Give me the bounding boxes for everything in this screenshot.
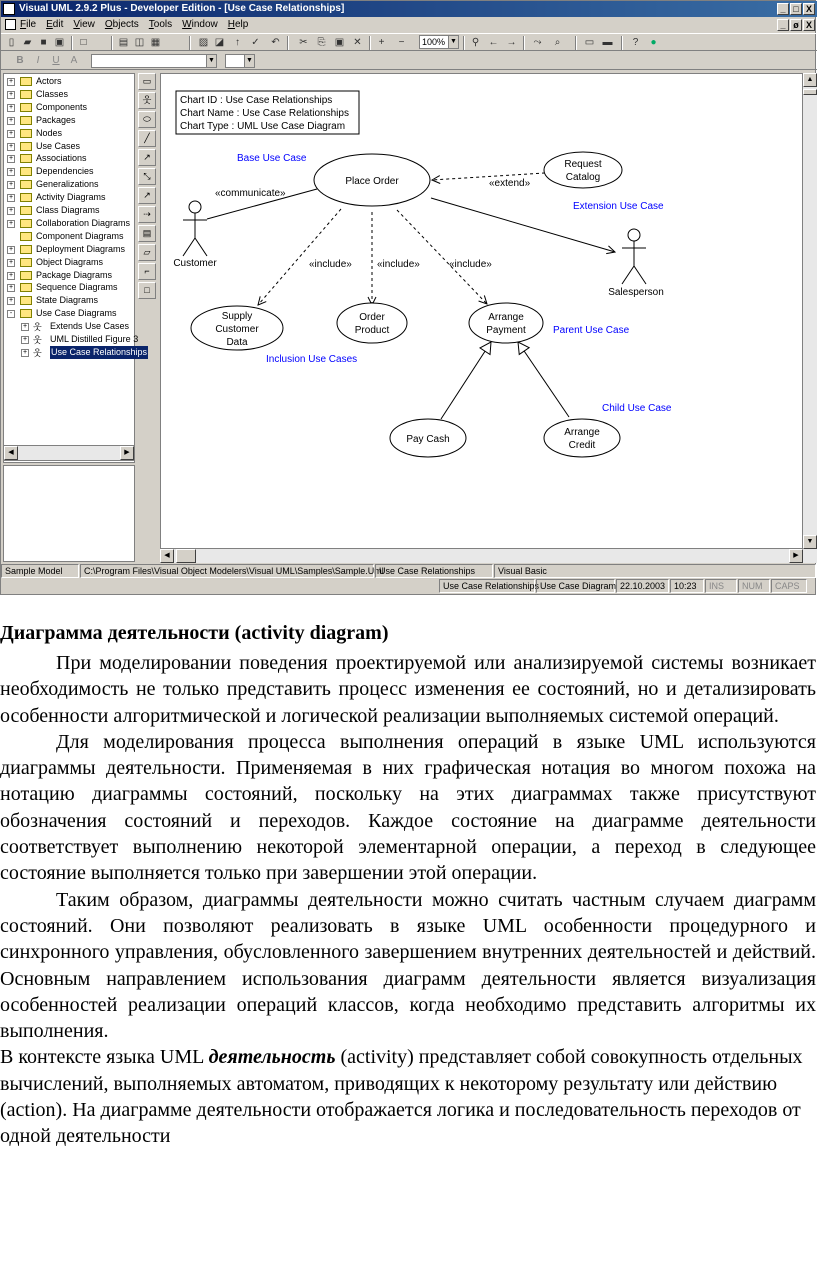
underline-icon[interactable]: U [52,55,60,66]
find-icon[interactable]: ⚲ [471,37,480,48]
label-arrange-payment-2: Payment [486,325,526,336]
label-arrange-payment-1: Arrange [488,312,524,323]
expand-icon[interactable]: + [8,155,14,163]
menu-help[interactable]: Help [227,19,249,30]
bold-icon[interactable]: B [16,55,24,66]
delete-icon[interactable]: ✕ [353,37,362,48]
search-icon[interactable]: ⌕ [554,37,561,48]
status-language: Visual Basic [494,564,816,578]
folder-icon [20,154,32,163]
arrange-credit-generalization[interactable] [518,342,569,417]
section-heading: Диаграмма деятельности (activity diagram) [0,622,389,644]
expand-icon[interactable]: + [8,181,14,189]
label-request-catalog-2: Catalog [565,172,601,183]
actor-salesperson-label: Salesperson [608,287,664,298]
tree-item-label: Generalizations [36,179,99,190]
note-child-use-case: Child Use Case [602,403,672,414]
folder-icon [20,180,32,189]
pay-cash-generalization[interactable] [441,342,491,419]
folder-icon [20,258,32,267]
tree-item-label: State Diagrams [36,295,99,306]
tree-item-label: Package Diagrams [36,269,113,280]
expand-icon[interactable]: + [8,245,14,253]
expand-icon[interactable]: + [8,271,14,279]
folder-icon [20,77,32,86]
font-size-combo[interactable] [225,54,255,68]
expand-icon[interactable]: + [8,219,14,227]
rectangle-tool-icon[interactable]: □ [138,282,156,299]
label-order-product-2: Product [354,325,390,336]
tree-item-label: Use Case Relationships [51,346,148,357]
status-bar-info [1,579,817,594]
paste-icon[interactable]: ▣ [334,37,345,48]
use-case-arrange-credit[interactable] [544,419,620,457]
zoom-in-icon[interactable]: + [378,37,385,48]
menu-view[interactable]: View [73,19,95,30]
tree-item-label: Extends Use Cases [50,321,130,332]
expand-icon[interactable]: + [8,207,14,214]
chevron-down-icon[interactable]: ▼ [448,36,458,48]
expand-icon[interactable]: + [22,336,28,343]
expand-icon[interactable]: + [8,103,14,111]
window-title: Visual UML 2.9.2 Plus - Developer Edition - [Use Case Relationships] [19,3,345,14]
expand-icon[interactable]: + [22,323,28,331]
use-case-arrange-payment[interactable] [469,303,543,343]
properties-icon[interactable]: ▨ [198,37,209,48]
window-icon[interactable]: ▬ [602,37,613,48]
canvas-vertical-scrollbar[interactable] [803,73,817,549]
menu-edit[interactable]: Edit [46,19,64,30]
status-chart-type: Use Case Diagram [536,579,615,593]
stereotype-include-2: «include» [377,259,420,270]
folder-icon [20,129,32,138]
chart-info-box [176,91,359,134]
new-diagram-icon[interactable]: □ [80,37,87,48]
link-icon[interactable]: ⤳ [533,37,542,48]
status-num: NUM [738,579,770,593]
tree-item-label: Associations [36,153,87,164]
info-chart-id: Chart ID : Use Case Relationships [180,95,333,106]
tree-item-label: UML Distilled Figure 3 [50,334,139,344]
menu-tools[interactable]: Tools [148,19,173,30]
cut-icon[interactable]: ✂ [299,37,308,48]
minimize-button[interactable]: _ [777,3,789,15]
tree-item-label: Class Diagrams [36,205,100,215]
diagram-canvas[interactable] [160,73,803,549]
include-payment-dependency[interactable] [397,210,487,304]
stereotype-communicate: «communicate» [215,188,286,199]
print-preview-icon[interactable]: ◫ [134,37,145,48]
use-case-diagram-icon: 웃 [33,335,42,345]
label-pay-cash: Pay Cash [406,434,450,445]
copy-icon[interactable]: ⎘ [317,37,326,48]
new-file-icon[interactable]: ▯ [8,37,15,48]
term-activity: деятельность [208,1046,336,1069]
note-extension-use-case: Extension Use Case [573,201,664,212]
actor-customer[interactable] [183,201,207,256]
info-chart-name: Chart Name : Use Case Relationships [180,108,349,119]
folder-icon [20,245,32,254]
print-icon[interactable]: ▤ [118,37,129,48]
actor-customer-label: Customer [173,258,217,269]
menu-objects[interactable]: Objects [104,19,139,30]
expand-icon[interactable]: + [8,116,14,124]
undo-icon[interactable]: ↶ [271,37,280,48]
expand-icon[interactable]: + [8,284,14,292]
tree-item-label: Actors [36,76,62,86]
expand-icon[interactable]: + [8,194,14,202]
paragraph-2: Для моделирования процесса выполнения операций в языке UML используются диаграммы деятельности. Применяемая в них графическая нотация во многом похожа на нотацию диаграммы состояний, поскольку на этих диаграммах также присутствуют обозначения состояний и переходов. Каждое состояние на диаграмме деятельности соответствует выполнению некоторой элементарной операции, а переход в следующее состояние выполняется только при завершении этой операции. [0,730,816,885]
use-case-diagram-icon: 웃 [33,322,42,333]
folder-icon [20,206,32,215]
status-chart-name: Use Case Relationships [439,579,535,593]
menu-bar [1,17,817,32]
menu-file[interactable]: File [20,19,37,30]
report-icon[interactable]: ▦ [150,37,161,48]
scroll-up-icon[interactable]: ▲ [803,73,817,87]
scroll-right-icon[interactable]: ▶ [120,446,134,460]
scroll-thumb[interactable] [176,549,196,563]
use-case-tool-icon[interactable]: ⬭ [138,111,156,128]
line-tool-icon[interactable]: ╱ [138,130,156,147]
note-tool-icon[interactable]: ▱ [138,244,156,261]
use-case-diagram-icon: 웃 [33,347,42,358]
status-diagram: Use Case Relationships [375,564,493,578]
status-time: 10:23 [670,579,704,593]
note-parent-use-case: Parent Use Case [553,325,630,336]
label-arrange-credit-1: Arrange [564,427,600,438]
label-supply-2: Customer [215,324,259,335]
canvas-horizontal-scrollbar[interactable] [160,549,817,563]
folder-icon [20,271,32,280]
mdi-minimize-button[interactable]: _ [777,19,789,31]
paragraph-3: Таким образом, диаграммы деятельности можно считать частным случаем диаграмм состояний. Они позволяют реализовать в языке UML особенности процедурного и синхронного управления, обусловленного завершением внутренних деятельностей и действий. Основным направлением использования диаграмм деятельности является визуализация особенностей реализации операций классов, когда необходимо представить алгоритмы их выполнения. [0,888,816,1043]
status-file-path: C:\Program Files\Visual Object Modelers\Visual UML\Samples\Sample.Uml [80,564,374,578]
layout-icon[interactable]: ▭ [584,37,595,48]
scroll-down-icon[interactable]: ▼ [803,535,817,549]
folder-icon [20,219,32,228]
app-icon [3,3,15,15]
use-case-order-product[interactable] [337,303,407,343]
zoom-select[interactable]: 100% ▼ [419,35,459,49]
tree-item-label: Sequence Diagrams [36,282,118,293]
check-icon[interactable]: ✓ [251,37,260,48]
model-tree[interactable] [3,73,148,463]
folder-icon [20,116,32,125]
label-supply-1: Supply [221,311,253,322]
maximize-button[interactable]: □ [790,3,802,15]
tree-item-label: Classes [36,88,69,99]
tree-item-label: Packages [36,114,76,125]
include-supply-dependency[interactable] [258,209,341,305]
expand-icon[interactable]: + [8,258,14,266]
expand-icon[interactable]: + [22,348,28,356]
association-tool-icon[interactable]: ⤡ [138,168,156,185]
tree-item-label: Use Cases [36,140,81,151]
generalization-tool-icon[interactable]: ↗ [138,187,156,204]
folder-icon [20,142,32,151]
font-combo[interactable] [91,54,217,68]
tree-item-label: Dependencies [36,166,94,177]
tree-item-label: Components [36,101,88,112]
format-toolbar [1,52,817,70]
note-inclusion-use-cases: Inclusion Use Cases [266,354,358,365]
note-base-use-case: Base Use Case [237,153,307,164]
tree-item-label: Component Diagrams [36,230,124,241]
up-arrow-icon[interactable]: ↑ [235,37,240,48]
chevron-down-icon[interactable]: ▼ [244,55,254,67]
label-order-product-1: Order [359,312,385,323]
scroll-thumb[interactable] [803,89,817,95]
generate-icon[interactable]: ◪ [214,37,225,48]
menu-window[interactable]: Window [182,19,218,30]
actor-salesperson[interactable] [622,229,646,284]
main-toolbar [1,33,817,51]
expand-icon[interactable]: + [8,90,14,98]
folder-icon [20,193,32,202]
forward-arrow-icon[interactable]: → [506,37,517,48]
mdi-restore-button[interactable]: ø [790,19,802,31]
expand-icon[interactable]: + [8,168,14,176]
scroll-left-icon[interactable]: ◀ [160,549,174,563]
folder-icon [20,167,32,176]
text-color-icon[interactable]: A [70,55,78,66]
globe-icon[interactable]: ● [650,37,657,48]
expand-icon[interactable]: + [8,129,14,137]
folder-icon [20,309,32,318]
label-place-order: Place Order [345,176,399,187]
actor-tool-icon[interactable]: 웃 [138,92,156,109]
status-date: 22.10.2003 [616,579,669,593]
expand-icon[interactable]: + [8,78,14,85]
folder-icon [20,232,32,241]
status-caps: CAPS [771,579,807,593]
zoom-out-icon[interactable]: − [398,37,405,48]
tree-item-label: Deployment Diagrams [36,243,126,254]
scroll-left-icon[interactable]: ◀ [4,446,18,460]
label-request-catalog-1: Request [564,159,602,170]
info-chart-type: Chart Type : UML Use Case Diagram [180,121,346,132]
properties-panel [3,465,135,562]
document-body [0,612,816,1150]
folder-icon [20,283,32,292]
expand-icon[interactable]: + [8,297,14,305]
chevron-down-icon[interactable]: ▼ [206,55,216,67]
label-arrange-credit-2: Credit [568,440,596,451]
collapse-icon[interactable]: - [7,310,15,318]
app-window [0,0,816,595]
document-icon[interactable] [5,19,16,30]
tree-item-label: Activity Diagrams [36,192,106,203]
status-bar-paths [1,564,817,578]
open-folder-icon[interactable]: ▰ [23,37,32,48]
tree-item-label: Object Diagrams [36,256,104,267]
expand-icon[interactable]: + [8,142,14,150]
tree-item-label: Use Case Diagrams [36,308,117,319]
folder-icon [20,90,32,99]
status-model: Sample Model [1,564,79,578]
folder-icon [20,103,32,112]
paragraph-4: В контексте языка UML деятельность (activity) представляет собой совокупность отдельных вычислений, выполняемых автоматом, приводящих к некоторому результату или действию (action). На диаграмме деятельности отображается логика и последовательность переходов от одной деятельности [0,1046,803,1148]
title-bar [1,1,817,17]
tree-horizontal-scrollbar[interactable] [3,445,135,461]
back-arrow-icon[interactable]: ← [488,37,499,48]
stereotype-include-1: «include» [309,259,352,270]
label-supply-3: Data [226,337,248,348]
close-button[interactable]: X [803,3,815,15]
save-icon[interactable]: ■ [40,37,47,48]
status-ins: INS [705,579,737,593]
package-tool-icon[interactable]: ▤ [138,225,156,242]
tool-palette [138,73,158,305]
arrow-tool-icon[interactable]: ↗ [138,149,156,166]
help-icon[interactable]: ? [632,37,639,48]
anchor-tool-icon[interactable]: ⌐ [138,263,156,280]
italic-icon[interactable]: I [36,55,40,66]
folder-icon [20,296,32,305]
scroll-right-icon[interactable]: ▶ [789,549,803,563]
tree-item-label: Nodes [36,127,63,138]
save-all-icon[interactable]: ▣ [54,37,65,48]
dependency-tool-icon[interactable]: ⇢ [138,206,156,223]
tree-item-label: Collaboration Diagrams [36,217,131,228]
paragraph-1: При моделировании поведения проектируемой или анализируемой системы возникает необходимость не только представить процесс изменения ее состояний, но и детализировать особенности алгоритмической и логической реализации выполняемых системой операций. [0,652,816,727]
stereotype-extend: «extend» [489,178,531,189]
mdi-close-button[interactable]: X [803,19,815,31]
select-tool-icon[interactable]: ▭ [138,73,156,90]
stereotype-include-3: «include» [449,259,492,270]
